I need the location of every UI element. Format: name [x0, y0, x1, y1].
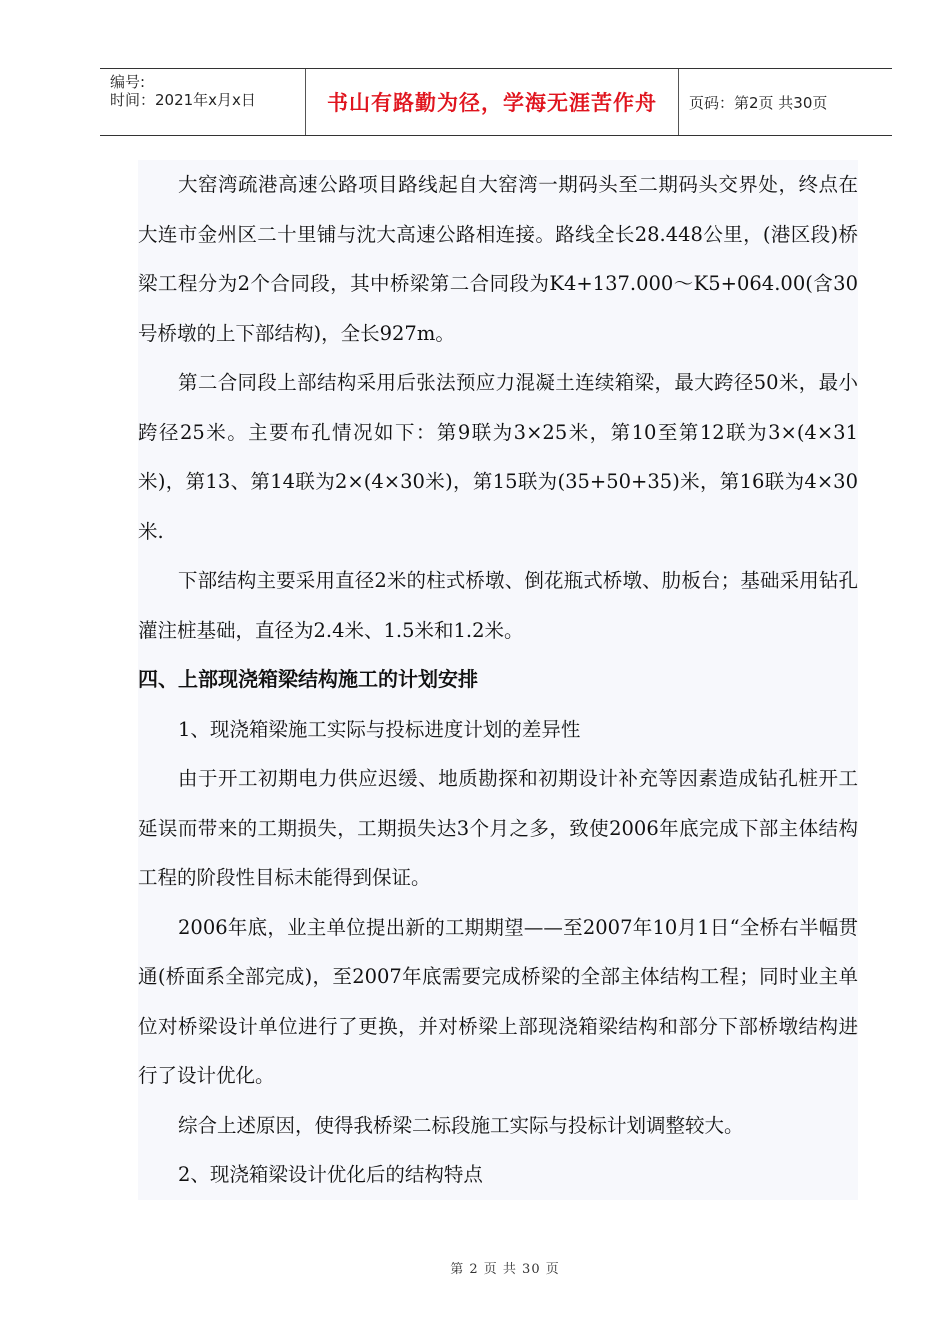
header-page-cell	[679, 69, 892, 135]
section-heading-4: 四、上部现浇箱梁结构施工的计划安排	[138, 667, 478, 691]
subheading-1: 1、现浇箱梁施工实际与投标进度计划的差异性	[178, 717, 581, 741]
paragraph-new-schedule: 2006年底，业主单位提出新的工期期望——至2007年10月1日“全桥右半幅贯通(桥面系全部完成)，至2007年底需要完成桥梁的全部主体结构工程；同时业主单位对桥梁设计单位进行了更换，并对桥梁上部现浇箱梁结构和部分下部桥墩结构进行了设计优化。	[138, 915, 858, 1087]
header-motto-cell	[305, 69, 679, 135]
document-body	[138, 160, 858, 1200]
paragraph-superstructure: 第二合同段上部结构采用后张法预应力混凝土连续箱梁，最大跨径50米，最小跨径25米。主要布孔情况如下：第9联为3×25米，第10至第12联为3×(4×31米)，第13、第14联为2×(4×30米)，第15联为(35+50+35)米，第16联为4×30米.	[138, 371, 858, 543]
subheading-2: 2、现浇箱梁设计优化后的结构特点	[178, 1163, 483, 1186]
paragraph-project-overview: 大窑湾疏港高速公路项目路线起自大窑湾一期码头至二期码头交界处，终点在大连市金州区二十里铺与沈大高速公路相连接。路线全长28.448公里，(港区段)桥梁工程分为2个合同段，其中桥梁第二合同段为K4+137.000～K5+064.00(含30号桥墩的上下部结构)，全长927m。	[138, 173, 858, 345]
page-header	[100, 68, 892, 136]
header-number-label: 编号:	[110, 73, 146, 91]
header-time-label: 时间：2021年x月x日	[110, 91, 256, 109]
header-info	[100, 69, 305, 135]
paragraph-substructure: 下部结构主要采用直径2米的柱式桥墩、倒花瓶式桥墩、肋板台；基础采用钻孔灌注桩基础，直径为2.4米、1.5米和1.2米。	[138, 569, 858, 642]
paragraph-delay: 由于开工初期电力供应迟缓、地质勘探和初期设计补充等因素造成钻孔桩开工延误而带来的工期损失，工期损失达3个月之多，致使2006年底完成下部主体结构工程的阶段性目标未能得到保证。	[138, 767, 858, 889]
header-page-label: 页码：第2页 共30页	[689, 93, 828, 112]
paragraph-summary: 综合上述原因，使得我桥梁二标段施工实际与投标计划调整较大。	[178, 1113, 744, 1137]
page-footer: 第 2 页 共 30 页	[450, 1262, 560, 1277]
header-motto: 书山有路勤为径，学海无涯苦作舟	[327, 91, 657, 115]
